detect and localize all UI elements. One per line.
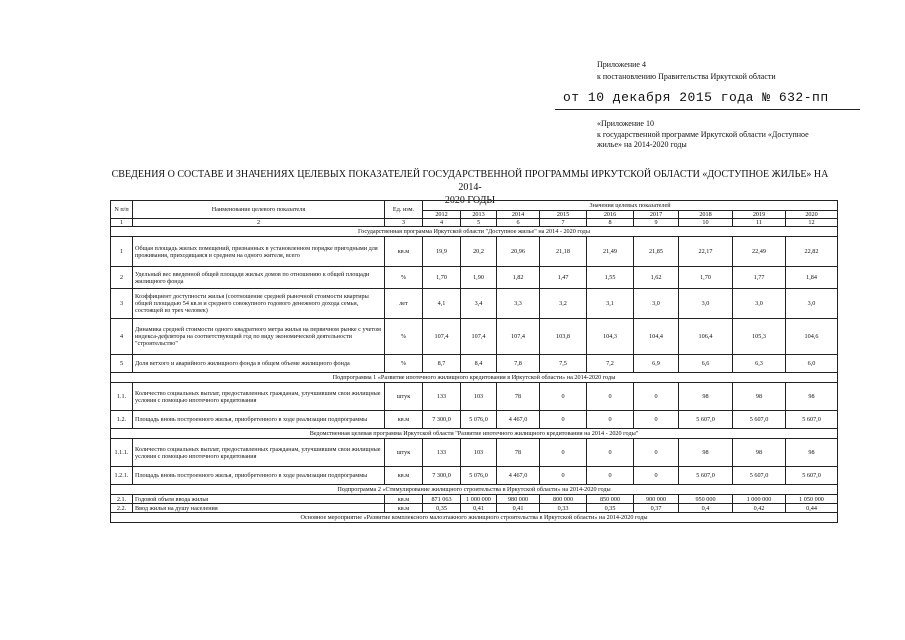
value-cell: 19,9 (423, 237, 461, 267)
row-number: 2 (111, 267, 133, 289)
value-cell: 0 (587, 467, 634, 485)
value-cell: 6,0 (786, 355, 838, 373)
decree-reference: к постановлению Правительства Иркутской области (597, 72, 776, 81)
value-cell: 1,82 (497, 267, 540, 289)
value-cell: 6,3 (733, 355, 786, 373)
column-number: 3 (385, 219, 423, 227)
row-number: 1.2.1. (111, 467, 133, 485)
value-cell: 5 607,0 (679, 467, 733, 485)
section-row (111, 429, 838, 439)
column-number: 12 (786, 219, 838, 227)
table-row (111, 319, 838, 355)
row-number: 3 (111, 289, 133, 319)
value-cell: 0 (634, 467, 679, 485)
col-header-name: Наименование целевого показателя (133, 201, 385, 219)
table-row (111, 439, 838, 467)
appendix-10-label: «Приложение 10 (597, 119, 654, 128)
value-cell: 0,33 (540, 504, 587, 513)
value-cell: 1,62 (634, 267, 679, 289)
value-cell: 0 (587, 411, 634, 429)
unit-cell: штук (385, 439, 423, 467)
decree-date-number: от 10 декабря 2015 года № 632-пп (563, 90, 829, 105)
value-cell: 5 076,0 (461, 411, 497, 429)
decree-underline (555, 109, 860, 110)
value-cell: 950 000 (679, 495, 733, 504)
value-cell: 98 (786, 439, 838, 467)
table-header-row (111, 201, 838, 211)
value-cell: 104,3 (587, 319, 634, 355)
indicator-name: Годовой объем ввода жилья (133, 495, 385, 504)
column-number: 6 (497, 219, 540, 227)
value-cell: 0 (634, 383, 679, 411)
section-title: Ведомственная целевая программа Иркутской области "Развитие ипотечного жилищного кредитования на 2014 - 2020 годы" (111, 429, 838, 439)
unit-cell: % (385, 355, 423, 373)
value-cell: 3,2 (540, 289, 587, 319)
unit-cell: штук (385, 383, 423, 411)
year-header: 2019 (733, 211, 786, 219)
section-row (111, 513, 838, 523)
value-cell: 98 (786, 383, 838, 411)
year-header: 2017 (634, 211, 679, 219)
row-number: 5 (111, 355, 133, 373)
value-cell: 8,7 (423, 355, 461, 373)
value-cell: 3,3 (497, 289, 540, 319)
value-cell: 1,77 (733, 267, 786, 289)
value-cell: 21,85 (634, 237, 679, 267)
indicator-name: Коэффициент доступности жилья (соотношение средней рыночной стоимости квартиры общей площадью 54 кв.м и среднего совокупного годового денежного дохода семьи, состоящей из трех человек) (133, 289, 385, 319)
table-row (111, 237, 838, 267)
value-cell: 5 607,0 (733, 467, 786, 485)
value-cell: 5 076,0 (461, 467, 497, 485)
value-cell: 21,49 (587, 237, 634, 267)
value-cell: 78 (497, 383, 540, 411)
value-cell: 871 063 (423, 495, 461, 504)
row-number: 1.1. (111, 383, 133, 411)
value-cell: 3,0 (634, 289, 679, 319)
value-cell: 133 (423, 383, 461, 411)
table-row (111, 289, 838, 319)
value-cell: 7,5 (540, 355, 587, 373)
column-number: 2 (133, 219, 385, 227)
section-row (111, 227, 838, 237)
unit-cell: лет (385, 289, 423, 319)
value-cell: 980 000 (497, 495, 540, 504)
value-cell: 0,35 (587, 504, 634, 513)
value-cell: 3,0 (679, 289, 733, 319)
indicators-table (110, 200, 838, 523)
value-cell: 3,4 (461, 289, 497, 319)
value-cell: 3,0 (733, 289, 786, 319)
year-header: 2012 (423, 211, 461, 219)
indicator-name: Количество социальных выплат, предоставленных гражданам, улучшившим свои жилищные условия с помощью ипотечного кредитования (133, 383, 385, 411)
value-cell: 133 (423, 439, 461, 467)
section-title: Государственная программа Иркутской области "Доступное жилье" на 2014 - 2020 годы (111, 227, 838, 237)
value-cell: 20,2 (461, 237, 497, 267)
value-cell: 1,84 (786, 267, 838, 289)
table-row (111, 504, 838, 513)
value-cell: 98 (679, 439, 733, 467)
value-cell: 1,70 (679, 267, 733, 289)
value-cell: 3,1 (587, 289, 634, 319)
value-cell: 20,96 (497, 237, 540, 267)
value-cell: 0,44 (786, 504, 838, 513)
value-cell: 4 467,0 (497, 411, 540, 429)
unit-cell: кв.м (385, 495, 423, 504)
value-cell: 0,41 (461, 504, 497, 513)
section-title: Подпрограмма 2 «Стимулирование жилищного строительства в Иркутской области» на 2014-2020 годы (111, 485, 838, 495)
value-cell: 4,1 (423, 289, 461, 319)
value-cell: 1,47 (540, 267, 587, 289)
year-header: 2018 (679, 211, 733, 219)
table-row (111, 495, 838, 504)
column-number: 1 (111, 219, 133, 227)
value-cell: 7,8 (497, 355, 540, 373)
value-cell: 1,70 (423, 267, 461, 289)
value-cell: 800 000 (540, 495, 587, 504)
value-cell: 103 (461, 383, 497, 411)
value-cell: 3,0 (786, 289, 838, 319)
value-cell: 6,6 (679, 355, 733, 373)
value-cell: 21,18 (540, 237, 587, 267)
section-title: Основное мероприятие «Развитие комплексного малоэтажного жилищного строительства в Иркутской области» на 2014-2020 годы (111, 513, 838, 523)
value-cell: 1,55 (587, 267, 634, 289)
program-reference: к государственной программе Иркутской области «Доступное (597, 130, 809, 139)
value-cell: 0,42 (733, 504, 786, 513)
appendix-label: Приложение 4 (597, 60, 646, 69)
value-cell: 0 (540, 467, 587, 485)
indicator-name: Удельный вес введенной общей площади жилых домов по отношению к общей площади жилищного фонда (133, 267, 385, 289)
value-cell: 22,82 (786, 237, 838, 267)
col-header-num: N п/п (111, 201, 133, 219)
value-cell: 0 (587, 383, 634, 411)
indicator-name: Площадь вновь построенного жилья, приобретенного в ходе реализации подпрограммы (133, 411, 385, 429)
value-cell: 106,4 (679, 319, 733, 355)
col-header-values: Значения целевых показателей (423, 201, 838, 211)
value-cell: 5 607,0 (679, 411, 733, 429)
value-cell: 0,35 (423, 504, 461, 513)
row-number: 1.2. (111, 411, 133, 429)
unit-cell: % (385, 267, 423, 289)
column-number: 4 (423, 219, 461, 227)
value-cell: 1,90 (461, 267, 497, 289)
section-row (111, 373, 838, 383)
indicator-name: Общая площадь жилых помещений, признанных в установленном порядке пригодными для проживания, приходящаяся в среднем на одного жителя, всего (133, 237, 385, 267)
value-cell: 98 (733, 439, 786, 467)
row-number: 1 (111, 237, 133, 267)
column-number: 5 (461, 219, 497, 227)
unit-cell: % (385, 319, 423, 355)
value-cell: 104,4 (634, 319, 679, 355)
table-row (111, 383, 838, 411)
value-cell: 103 (461, 439, 497, 467)
col-header-unit: Ед. изм. (385, 201, 423, 219)
value-cell: 104,6 (786, 319, 838, 355)
indicator-name: Доля ветхого и аварийного жилищного фонда в общем объеме жилищного фонда (133, 355, 385, 373)
value-cell: 107,4 (423, 319, 461, 355)
value-cell: 5 607,0 (786, 411, 838, 429)
value-cell: 5 607,0 (733, 411, 786, 429)
value-cell: 0 (634, 439, 679, 467)
indicator-name: Количество социальных выплат, предоставленных гражданам, улучшившим свои жилищные условия с помощью ипотечного кредитования (133, 439, 385, 467)
value-cell: 0,4 (679, 504, 733, 513)
program-years: жилье» на 2014-2020 годы (597, 140, 687, 149)
value-cell: 850 000 (587, 495, 634, 504)
value-cell: 0 (540, 439, 587, 467)
value-cell: 5 607,0 (786, 467, 838, 485)
value-cell: 0,37 (634, 504, 679, 513)
column-number: 8 (587, 219, 634, 227)
page-title: СВЕДЕНИЯ О СОСТАВЕ И ЗНАЧЕНИЯХ ЦЕЛЕВЫХ ПОКАЗАТЕЛЕЙ ГОСУДАРСТВЕННОЙ ПРОГРАММЫ ИРКУТСКОЙ ОБЛАСТИ «ДОСТУПНОЕ ЖИЛЬЕ» НА 2014- 2020 ГОДЫ (111, 169, 829, 206)
table-row (111, 267, 838, 289)
value-cell: 107,4 (497, 319, 540, 355)
year-header: 2016 (587, 211, 634, 219)
value-cell: 1 000 000 (733, 495, 786, 504)
value-cell: 22,49 (733, 237, 786, 267)
row-number: 4 (111, 319, 133, 355)
column-number: 11 (733, 219, 786, 227)
value-cell: 1 050 000 (786, 495, 838, 504)
row-number: 1.1.1. (111, 439, 133, 467)
value-cell: 0 (540, 411, 587, 429)
year-header: 2015 (540, 211, 587, 219)
value-cell: 7 300,0 (423, 411, 461, 429)
value-cell: 107,4 (461, 319, 497, 355)
unit-cell: кв.м (385, 411, 423, 429)
value-cell: 78 (497, 439, 540, 467)
column-number: 9 (634, 219, 679, 227)
unit-cell: кв.м (385, 237, 423, 267)
year-header: 2014 (497, 211, 540, 219)
column-number-row (111, 219, 838, 227)
table-row (111, 467, 838, 485)
value-cell: 105,3 (733, 319, 786, 355)
year-header: 2013 (461, 211, 497, 219)
indicator-name: Ввод жилья на душу населения (133, 504, 385, 513)
value-cell: 7,2 (587, 355, 634, 373)
year-header: 2020 (786, 211, 838, 219)
section-row (111, 485, 838, 495)
value-cell: 22,17 (679, 237, 733, 267)
value-cell: 8,4 (461, 355, 497, 373)
value-cell: 4 467,0 (497, 467, 540, 485)
value-cell: 103,8 (540, 319, 587, 355)
value-cell: 900 000 (634, 495, 679, 504)
row-number: 2.1. (111, 495, 133, 504)
unit-cell: кв.м (385, 467, 423, 485)
value-cell: 7 300,0 (423, 467, 461, 485)
value-cell: 6,9 (634, 355, 679, 373)
section-title: Подпрограмма 1 «Развитие ипотечного жилищного кредитования в Иркутской области» на 2014-2020 годы (111, 373, 838, 383)
value-cell: 98 (679, 383, 733, 411)
column-number: 7 (540, 219, 587, 227)
value-cell: 1 000 000 (461, 495, 497, 504)
table-row (111, 411, 838, 429)
value-cell: 0 (587, 439, 634, 467)
table-row (111, 355, 838, 373)
indicator-name: Динамика средней стоимости одного квадратного метра жилья на первичном рынке с учетом индекса-дефлятора на соответствующий год по виду экономической деятельности "строительство" (133, 319, 385, 355)
value-cell: 0,41 (497, 504, 540, 513)
column-number: 10 (679, 219, 733, 227)
value-cell: 0 (634, 411, 679, 429)
indicator-name: Площадь вновь построенного жилья, приобретенного в ходе реализации подпрограммы (133, 467, 385, 485)
value-cell: 98 (733, 383, 786, 411)
unit-cell: кв.м (385, 504, 423, 513)
value-cell: 0 (540, 383, 587, 411)
row-number: 2.2. (111, 504, 133, 513)
